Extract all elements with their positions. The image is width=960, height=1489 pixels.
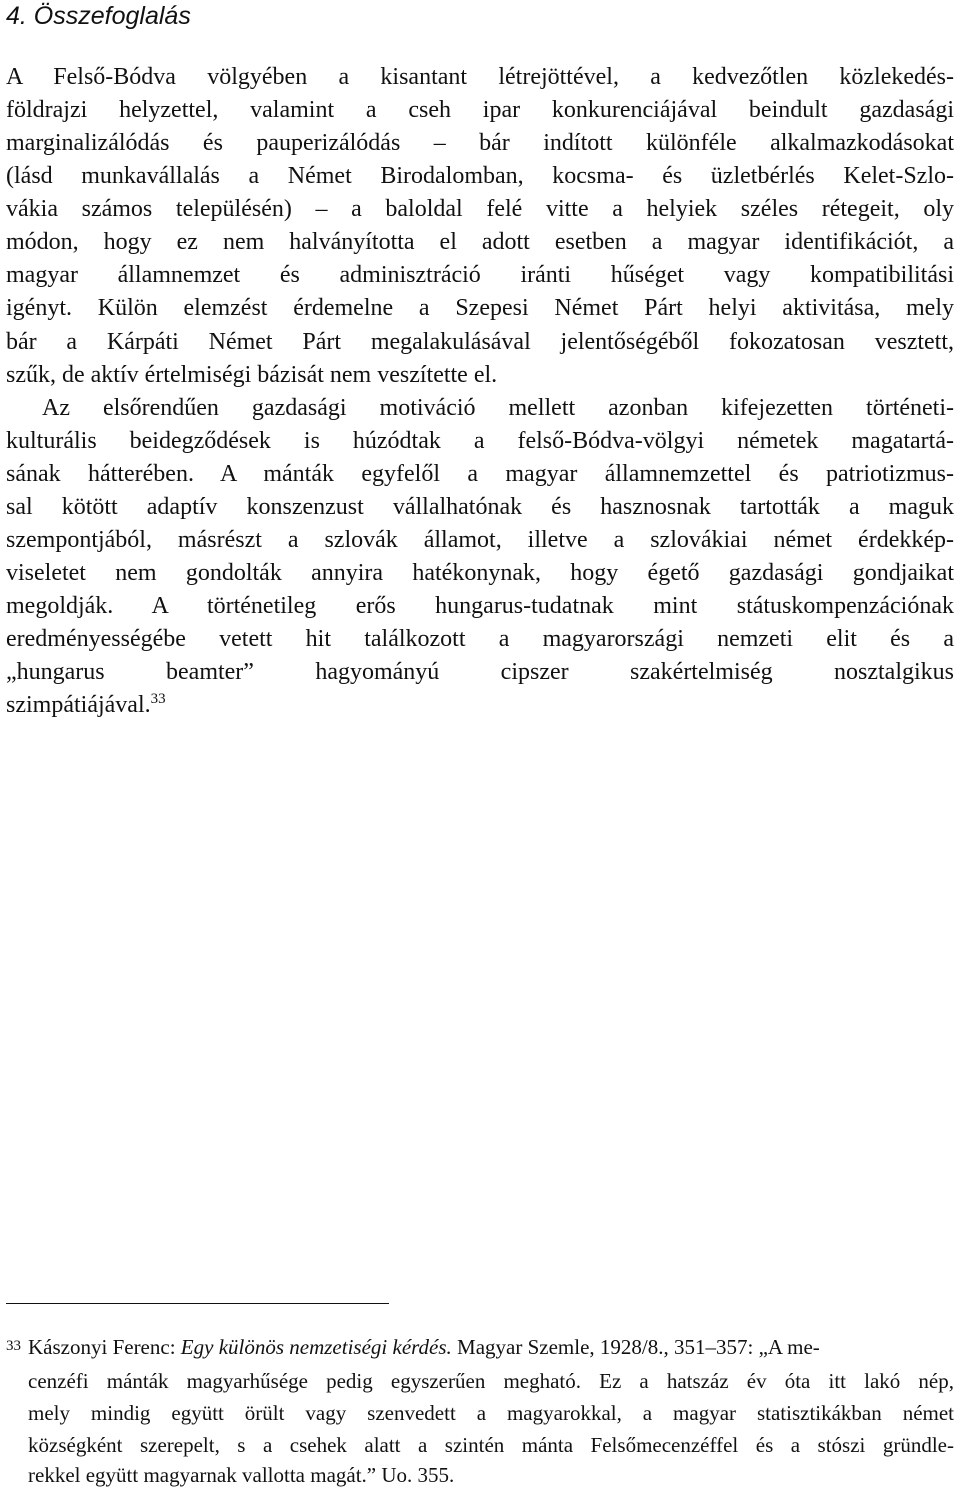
body-line (6, 623, 954, 655)
footnote-line: mely mindig együtt örült vagy szenvedett a magyarokkal, a magyar statisztikákban német (28, 1401, 954, 1425)
body-line (6, 61, 954, 93)
body-line (6, 425, 954, 457)
body-line (6, 557, 954, 589)
footnote-source: Magyar Szemle, 1928/8., 351–357: „A me- (451, 1335, 820, 1359)
body-line-text: bár a Kárpáti Német Párt megalakulásával jelentőségéből fokozatosan vesztett, (6, 329, 954, 355)
body-line (6, 491, 954, 523)
body-line (6, 292, 954, 324)
body-line (6, 590, 954, 622)
footnote-work-title: Egy különös nemzetiségi kérdés. (180, 1335, 452, 1359)
body-line-text: földrajzi helyzettel, valamint a cseh ipar konkurenciájával beindult gazdasági (6, 97, 954, 123)
body-line-text: szimpátiájával. (6, 692, 151, 718)
body-line-text: vákia számos településén) – a baloldal felé vitte a helyiek széles rétegeit, oly (6, 196, 954, 222)
footnote-line: községként szerepelt, s a csehek alatt a szintén mánta Felsőmecenzéffel és a stószi gründle- (28, 1433, 954, 1457)
body-line (6, 193, 954, 225)
body-line (6, 160, 954, 192)
footnote-line (28, 1333, 954, 1361)
body-line-text: eredményességébe vetett hit találkozott a magyarországi nemzeti elit és a (6, 626, 954, 652)
body-line (6, 259, 954, 291)
body-line-text: szűk, de aktív értelmiségi bázisát nem veszítette el. (6, 362, 498, 388)
body-line-text: A Felső-Bódva völgyében a kisantant létrejöttével, a kedvezőtlen közlekedés- (6, 64, 954, 90)
body-line-text: megoldják. A történetileg erős hungarus-tudatnak mint státuskompenzációnak (6, 593, 954, 619)
body-line-text: igényt. Külön elemzést érdemelne a Szepesi Német Párt helyi aktivitása, mely (6, 295, 954, 321)
body-line (6, 458, 954, 490)
footnote-line: cenzéfi mánták magyarhűsége pedig egyszerűen megható. Ez a hatszáz év óta itt lakó nép, (28, 1369, 954, 1393)
body-line (6, 524, 954, 556)
body-line-text: „hungarus beamter” hagyományú cipszer szakértelmiség nosztalgikus (6, 659, 954, 685)
body-line-text: kulturális beidegződések is húzódtak a felső-Bódva-völgyi németek magatartá- (6, 428, 954, 454)
footnote-line: rekkel együtt magyarnak vallotta magát.” Uo. 355. (28, 1463, 455, 1487)
body-line (42, 392, 954, 424)
body-line (6, 94, 954, 126)
body-line (6, 689, 954, 721)
body-line-text: marginalizálódás és pauperizálódás – bár indított különféle alkalmazkodásokat (6, 130, 954, 156)
body-line-text: szempontjából, másrészt a szlovák államot, illetve a szlovákiai német érdekkép- (6, 527, 954, 553)
body-line (6, 127, 954, 159)
body-line (6, 326, 954, 358)
footnote-number: 33 (6, 1338, 21, 1354)
footnote-divider (6, 1303, 389, 1304)
footnote-reference[interactable]: 33 (150, 691, 166, 707)
body-line-text: sának hátterében. A mánták egyfelől a magyar államnemzettel és patriotizmus- (6, 461, 954, 487)
section-title: 4. Összefoglalás (6, 2, 191, 30)
body-line (6, 226, 954, 258)
body-line-text: sal kötött adaptív konszenzust vállalhatónak és hasznosnak tartották a maguk (6, 494, 954, 520)
body-line-text: magyar államnemzet és adminisztráció iránti hűséget vagy kompatibilitási (6, 262, 954, 288)
body-line (6, 656, 954, 688)
footnote-author: Kászonyi Ferenc: (28, 1335, 181, 1359)
body-line (6, 359, 954, 391)
body-line-text: viseletet nem gondolták annyira hatékonynak, hogy égető gazdasági gondjaikat (6, 560, 954, 586)
body-line-text: módon, hogy ez nem halványította el adott esetben a magyar identifikációt, a (6, 229, 954, 255)
body-line-text: (lásd munkavállalás a Német Birodalomban, kocsma- és üzletbérlés Kelet-Szlo- (6, 163, 954, 189)
body-line-text: Az elsőrendűen gazdasági motiváció mellett azonban kifejezetten történeti- (42, 395, 954, 421)
